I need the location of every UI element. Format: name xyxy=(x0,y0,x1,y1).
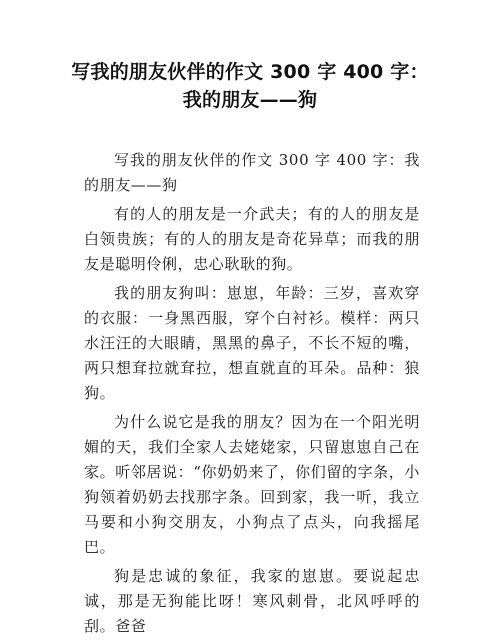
paragraph-5: 狗是忠诚的象征，我家的崽崽。要说起忠诚，那是无狗能比呀！寒风刺骨，北风呼呼的刮。爸爸 xyxy=(84,567,420,635)
paragraph-3: 我的朋友狗叫：崽崽，年龄：三岁，喜欢穿的衣服：一身黑西服，穿个白衬衫。模样：两只水汪汪的大眼睛，黑黑的鼻子，不长不短的嘴，两只想耷拉就耷拉，想直就直的耳朵。品种：狼狗。 xyxy=(84,284,420,402)
paragraph-1: 写我的朋友伙伴的作文 300 字 400 字：我的朋友——狗 xyxy=(84,151,420,194)
paragraph-2: 有的人的朋友是一介武夫；有的人的朋友是白领贵族；有的人的朋友是奇花异草；而我的朋友是聪明伶俐，忠心耿耿的狗。 xyxy=(84,205,420,273)
paragraph-4: 为什么说它是我的朋友？因为在一个阳光明媚的天，我们全家人去姥姥家，只留崽崽自己在家。听邻居说：“你奶奶来了，你们留的字条，小狗领着奶奶去找那字条。回到家，我一听，我立马要和小狗交朋友，小狗点了点头，向我摇尾巴。 xyxy=(84,413,420,556)
document-body xyxy=(84,148,420,643)
title-line-1: 写我的朋友伙伴的作文 300 字 400 字： xyxy=(71,61,429,83)
document-title xyxy=(70,58,430,114)
title-line-2: 我的朋友——狗 xyxy=(182,89,318,111)
